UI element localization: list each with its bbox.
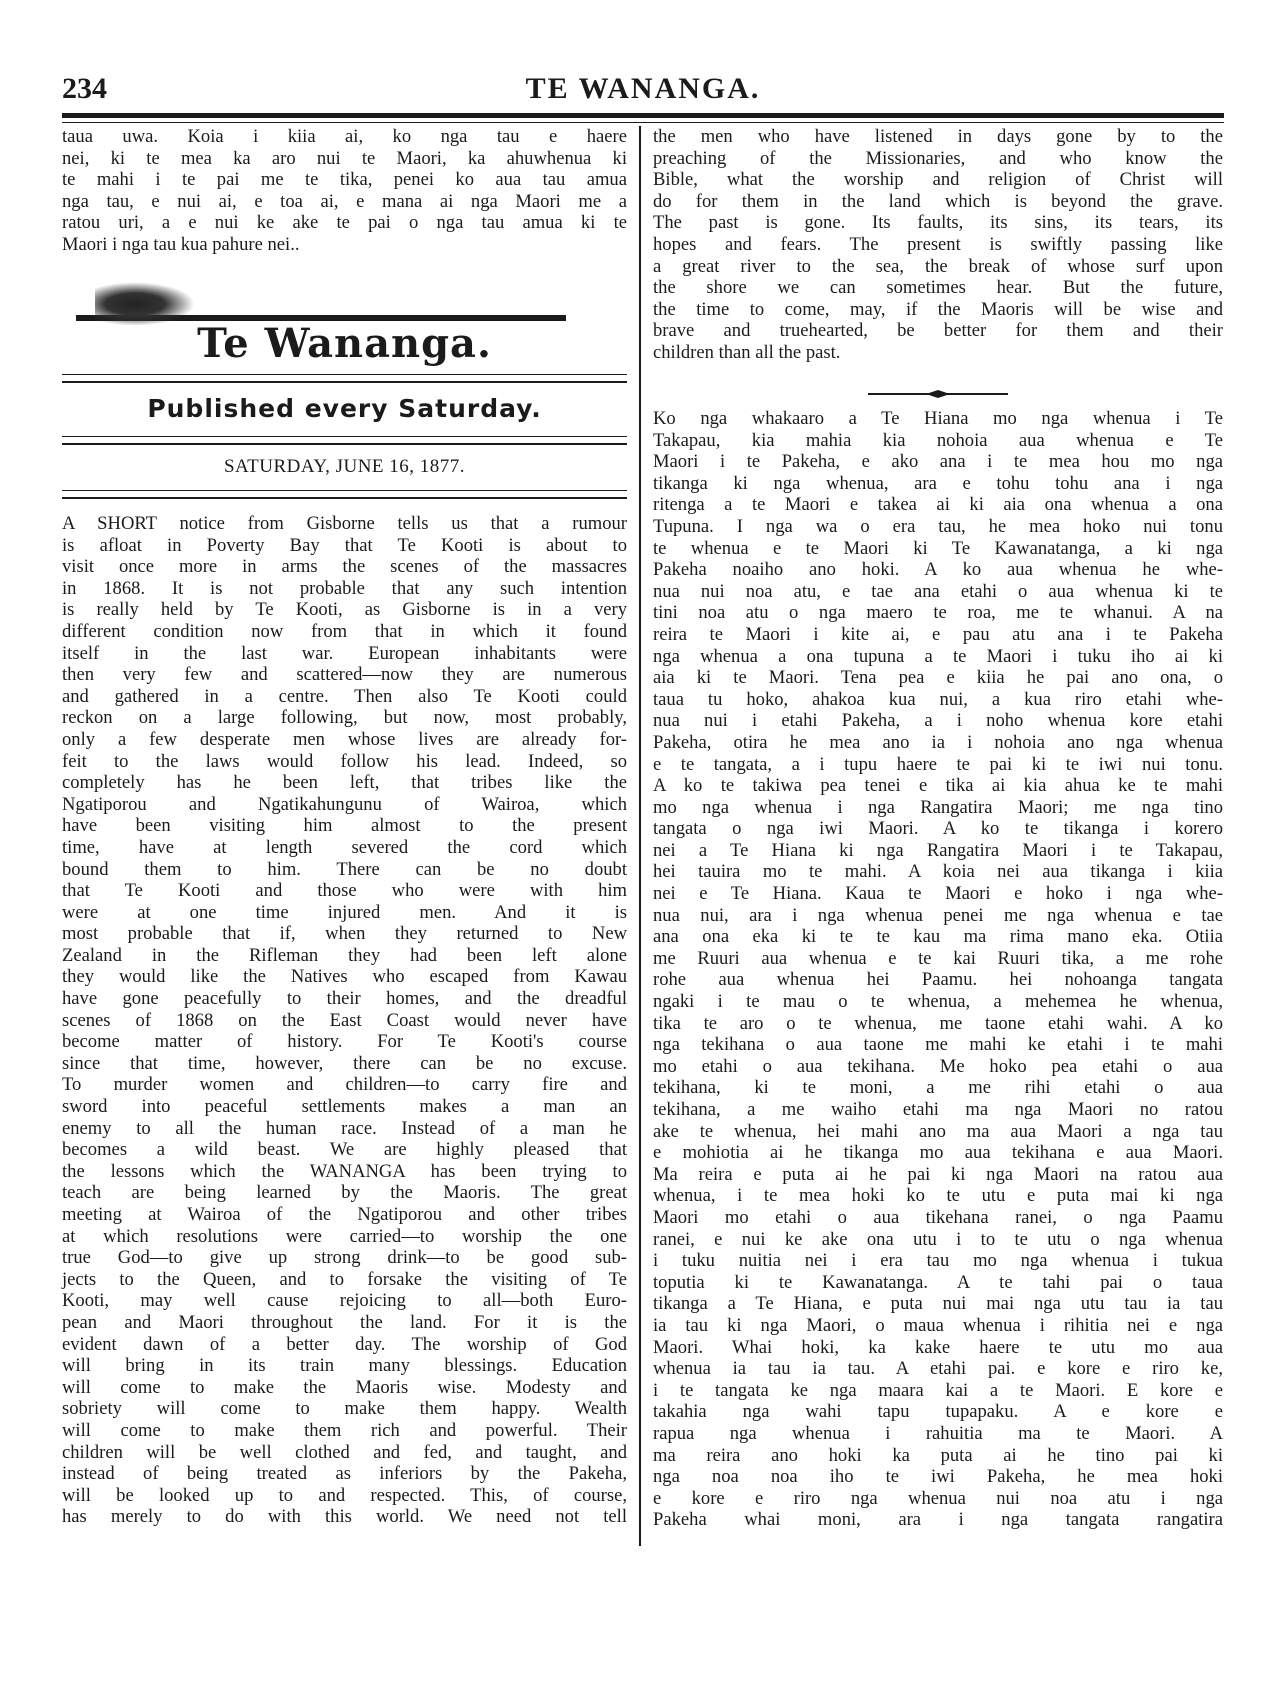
text-line: tini noa atu o nga maero te roa, me te whanui. A na <box>653 602 1223 624</box>
text-line: meeting at Wairoa of the Ngatiporou and other tribes <box>62 1204 627 1225</box>
text-line: taua tu hoko, ahakoa kua nui, a kua riro etahi whe- <box>653 688 1223 710</box>
text-line: enemy to all the human race. Instead of a man he <box>62 1117 627 1139</box>
text-line: Maori i nga tau kua pahure nei.. <box>62 233 300 255</box>
text-line: e kore e riro nga whenua nui noa atu i nga <box>653 1487 1223 1509</box>
text-line: becomes a wild beast. We are highly pleased that <box>62 1139 627 1161</box>
text-line: ake te whenua, hei mahi ano ma aua Maori a nga tau <box>653 1120 1223 1142</box>
text-line: taua uwa. Koia i kiia ai, ko nga tau e haere <box>62 126 627 147</box>
text-line: te whenua e te Maori ki Te Kawanatanga, a ki nga <box>653 537 1223 559</box>
maori-article <box>653 408 1223 1531</box>
text-line: reckon on a large following, but now, most probably, <box>62 707 627 729</box>
text-line: whenua, i te mea hoki ko te utu e puta mai ki nga <box>653 1185 1223 1207</box>
text-line: tekihana, ki te moni, a me rihi etahi o aua <box>653 1077 1223 1099</box>
text-line: will be looked up to and respected. This, of course, <box>62 1484 627 1506</box>
text-line: sword into peaceful settlements makes a man an <box>62 1096 627 1118</box>
text-line: rohe aua whenua hei Paamu. hei nohoanga tangata <box>653 969 1223 991</box>
text-line: toputia ki te Kawanatanga. A te tahi pai o taua <box>653 1271 1223 1293</box>
text-line: mo nga whenua i nga Rangatira Maori; me nga tino <box>653 796 1223 818</box>
text-line: nei e Te Hiana. Kaua te Maori e hoko i nga whe- <box>653 883 1223 905</box>
text-line: is afloat in Poverty Bay that Te Kooti is about to <box>62 534 627 556</box>
text-line: pean and Maori throughout the land. For it is the <box>62 1311 627 1333</box>
header-rule-thin <box>62 122 1224 123</box>
text-line: bound them to him. There can be no doubt <box>62 858 627 880</box>
left-intro-paragraph <box>62 126 627 256</box>
text-line: aia ki te Maori. Tena pea e kiia he pai ano ona, o <box>653 667 1223 689</box>
header-rule-thick <box>62 113 1224 118</box>
text-line: Tupuna. I nga wa o era tau, he mea hoko nui tonu <box>653 515 1223 537</box>
text-line: mo etahi o aua tekihana. Me hoko pea etahi o aua <box>653 1055 1223 1077</box>
section-ornament <box>868 390 1008 398</box>
text-line: rapua nga whenua i rahuitia ma te Maori. A <box>653 1422 1223 1444</box>
text-line: were at one time injured men. And it is <box>62 901 627 923</box>
text-line: Pakeha whai moni, ara i nga tangata rangatira <box>653 1509 1223 1531</box>
text-line: ratou uri, a e nui ke ake te pai o nga tau amua ki te <box>62 212 627 234</box>
text-line: become matter of history. For Te Kooti's course <box>62 1031 627 1053</box>
published-double-rule <box>62 436 627 445</box>
page-header <box>62 72 1224 118</box>
text-line: nga noa noa iho te iwi Pakeha, he mea hoki <box>653 1466 1223 1488</box>
text-line: preaching of the Missionaries, and who know the <box>653 147 1223 169</box>
text-line: time, have at length severed the cord which <box>62 836 627 858</box>
text-line: nga tau, e nui ai, e toa ai, e mana ai nga Maori me a <box>62 190 627 212</box>
text-line: A SHORT notice from Gisborne tells us that a rumour <box>62 513 627 534</box>
text-line: ia tau ki nga Maori, o maua whenua i rihitia nei e nga <box>653 1314 1223 1336</box>
text-line: the shore we can sometimes hear. But the future, <box>653 277 1223 299</box>
text-line: a great river to the sea, the break of whose surf upon <box>653 255 1223 277</box>
text-line: completely has he been left, that tribes like the <box>62 772 627 794</box>
text-line: te mahi i te pai me te tika, penei ko aua tau amua <box>62 169 627 191</box>
text-line: hopes and fears. The present is swiftly passing like <box>653 233 1223 255</box>
text-line: Maori. Whai hoki, ka kake haere te utu mo aua <box>653 1336 1223 1358</box>
text-line: takahia nga wahi tapu tupapaku. A e kore e <box>653 1401 1223 1423</box>
text-line: brave and truehearted, be better for them and their <box>653 320 1223 342</box>
text-line: the lessons which the WANANGA has been trying to <box>62 1160 627 1182</box>
text-line: tika te aro o te whenua, me taone etahi wahi. A ko <box>653 1012 1223 1034</box>
text-line: e mohiotia ai he tikanga mo aua tekihana e aua Maori. <box>653 1142 1223 1164</box>
text-line: tekihana, a me waiho etahi ma nga Maori no ratou <box>653 1099 1223 1120</box>
text-line: in 1868. It is not probable that any such intention <box>62 577 627 599</box>
text-line: most probable that if, when they returned to New <box>62 923 627 945</box>
editorial-article <box>62 513 627 1528</box>
text-line: ranei, e nui ke ake ona utu i to te utu o nga whenua <box>653 1228 1223 1250</box>
dateline: SATURDAY, JUNE 16, 1877. <box>223 456 466 477</box>
text-line: evident dawn of a better day. The worship of God <box>62 1333 627 1355</box>
text-line: the time to come, may, if the Maoris will be wise and <box>653 298 1223 320</box>
text-line: To murder women and children—to carry fire and <box>62 1074 627 1096</box>
editorial-continuation <box>653 126 1223 364</box>
text-line: i te tangata ke nga maara kai a te Maori. E kore e <box>653 1379 1223 1401</box>
newspaper-title: TE WANANGA. <box>525 72 761 105</box>
text-line: different condition now from that in which it found <box>62 620 627 642</box>
text-line: have gone peacefully to their homes, and the dreadful <box>62 988 627 1010</box>
text-line: will come to make them rich and powerful. Their <box>62 1419 627 1441</box>
masthead-title: Te Wananga. <box>197 320 492 367</box>
text-line: hei tauira mo te mahi. A koia nei aua tikanga i kiia <box>653 861 1223 883</box>
text-line: Maori mo etahi o aua tikehana ranei, o nga Paamu <box>653 1206 1223 1228</box>
text-line: Maori i te Pakeha, e ako ana i te mea hou mo nga <box>653 451 1223 473</box>
page-number: 234 <box>62 72 107 105</box>
text-line: visit once more in arms the scenes of the massacres <box>62 556 627 578</box>
text-line: nga tekihana o aua taone me mahi ke etahi i te mahi <box>653 1034 1223 1056</box>
text-line: Pakeha, otira he mea ano ia i nohoia ano nga whenua <box>653 731 1223 753</box>
text-line: nga whenua a ona tupuna a te Maori i tuku iho ai ki <box>653 645 1223 667</box>
text-line: ngaki i te mau o te whenua, a mehemea he whenua, <box>653 991 1223 1013</box>
text-line: is really held by Te Kooti, as Gisborne is in a very <box>62 599 627 621</box>
text-line: at which resolutions were carried—to worship the one <box>62 1225 627 1247</box>
text-line: tikanga a Te Hiana, e puta nui mai nga utu tau ia tau <box>653 1293 1223 1315</box>
text-line: e te tangata, a i tupu haere te pai ki te iwi nui tonu. <box>653 753 1223 775</box>
text-line: instead of being treated as inferiors by the Pakeha, <box>62 1463 627 1485</box>
text-line: do for them in the land which is beyond the grave. <box>653 190 1223 212</box>
text-line: Zealand in the Rifleman they had been left alone <box>62 944 627 966</box>
text-line: only a few desperate men whose lives are already for- <box>62 728 627 750</box>
text-line: tangata o nga iwi Maori. A ko te tikanga i korero <box>653 818 1223 840</box>
text-line: Takapau, kia mahia kia nohoia aua whenua e Te <box>653 429 1223 451</box>
text-line: Ngatiporou and Ngatikahungunu of Wairoa, which <box>62 793 627 815</box>
text-line: then very few and scattered—now they are numerous <box>62 664 627 686</box>
text-line: have been visiting him almost to the present <box>62 815 627 837</box>
text-line: the men who have listened in days gone by to the <box>653 126 1223 147</box>
text-line: true God—to give up strong drink—to be good sub- <box>62 1247 627 1269</box>
text-line: reira te Maori i kite ai, e pau atu ana i te Pakeha <box>653 623 1223 645</box>
text-line: ritenga a te Maori e takea ai ki aia ona whenua a ona <box>653 494 1223 516</box>
text-line: will come to make the Maoris wise. Modesty and <box>62 1376 627 1398</box>
text-line: feit to the laws would follow his lead. Indeed, so <box>62 750 627 772</box>
text-line: nua nui i etahi Pakeha, a i noho whenua kore etahi <box>653 710 1223 732</box>
text-line: i tuku nuitia nei i era tau mo nga whenua i tukua <box>653 1250 1223 1272</box>
text-line: Ko nga whakaaro a Te Hiana mo nga whenua i Te <box>653 408 1223 429</box>
text-line: The past is gone. Its faults, its sins, its tears, its <box>653 212 1223 234</box>
text-line: Ma reira e puta ai he pai ki nga Maori na ratou aua <box>653 1163 1223 1185</box>
text-line: has merely to do with this world. We need not tell <box>62 1506 627 1528</box>
dateline-double-rule <box>62 490 627 499</box>
text-line: will bring in its train many blessings. Education <box>62 1355 627 1377</box>
text-line: nua nui noa atu, e tae ana etahi o aua whenua ki te <box>653 580 1223 602</box>
text-line: itself in the last war. European inhabitants were <box>62 642 627 664</box>
text-line: they would like the Natives who escaped from Kawau <box>62 966 627 988</box>
text-line: jects to the Queen, and to forsake the visiting of Te <box>62 1268 627 1290</box>
text-line: nei a Te Hiana ki nga Rangatira Maori i te Takapau, <box>653 839 1223 861</box>
text-line: Kooti, may well cause rejoicing to all—both Euro- <box>62 1290 627 1312</box>
text-line: ana ona eka ki te te kau ma rima mano eka. Otiia <box>653 926 1223 948</box>
text-line: since that time, however, there can be no excuse. <box>62 1052 627 1074</box>
text-line: that Te Kooti and those who were with him <box>62 880 627 902</box>
published-line: Published every Saturday. <box>147 394 542 423</box>
text-line: Bible, what the worship and religion of Christ will <box>653 169 1223 191</box>
text-line: children will be well clothed and fed, and taught, and <box>62 1441 627 1463</box>
text-line: nua nui, ara i nga whenua penei me nga whenua e tae <box>653 904 1223 926</box>
text-line: sobriety will come to make them happy. Wealth <box>62 1398 627 1420</box>
text-line: me Ruuri aua whenua e te kai Ruuri tika, a me rohe <box>653 947 1223 969</box>
text-line: ma reira ano hoki ka puta ai he tino pai ki <box>653 1444 1223 1466</box>
text-line: tikanga ki nga whenua, ara e tohu tohu ana i nga <box>653 472 1223 494</box>
text-line: whenua ia tau ia tau. A etahi pai. e kore e riro ke, <box>653 1358 1223 1380</box>
text-line: children than all the past. <box>653 341 841 363</box>
text-line: nei, ki te mea ka aro nui te Maori, ka ahuwhenua ki <box>62 147 627 169</box>
text-line: A ko te takiwa pea tenei e tika ai kia ahua ke te mahi <box>653 775 1223 797</box>
text-line: and gathered in a centre. Then also Te Kooti could <box>62 685 627 707</box>
column-divider <box>639 126 641 1546</box>
text-line: scenes of 1868 on the East Coast would never have <box>62 1009 627 1031</box>
text-line: teach are being learned by the Maoris. The great <box>62 1182 627 1204</box>
text-line: Pakeha noaiho ano hoki. A ko aua whenua he whe- <box>653 559 1223 581</box>
masthead-double-rule <box>62 374 627 383</box>
